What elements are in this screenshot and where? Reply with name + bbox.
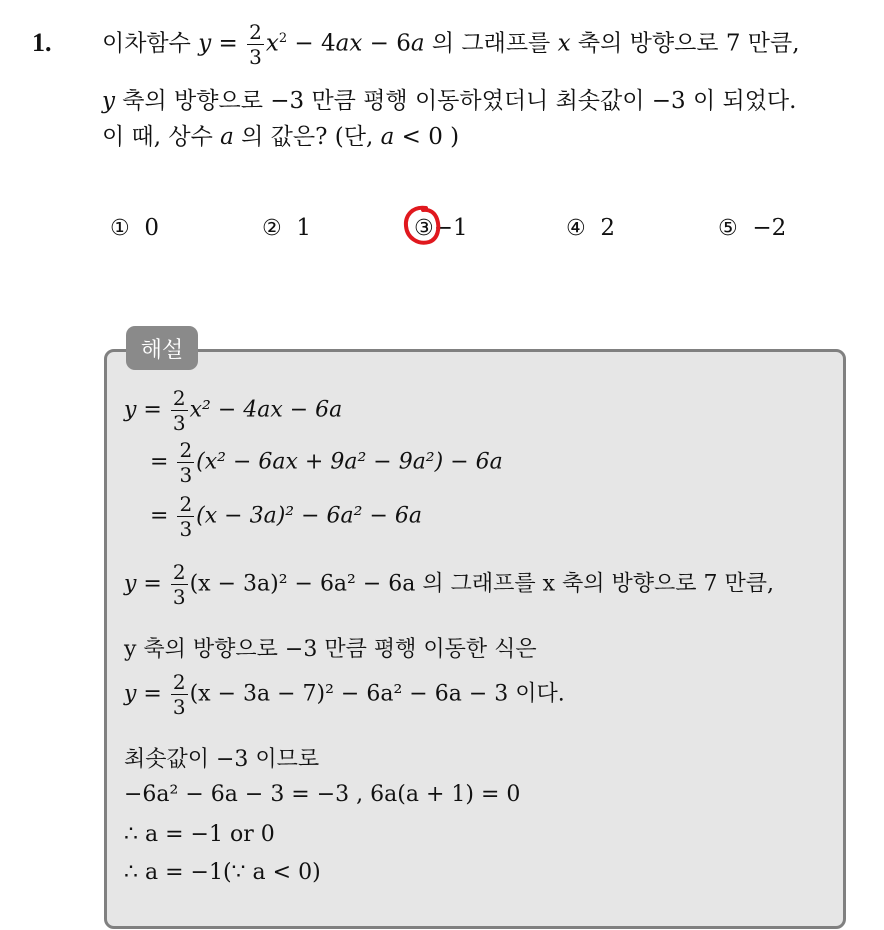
choice-value: 2 bbox=[600, 215, 615, 241]
choice-mark: ③ bbox=[414, 216, 434, 241]
var-x: x bbox=[265, 30, 279, 57]
solution-line-3: = $\frac{2}{3}$ (x − 3a)² − 6a² − 6a bbox=[150, 492, 422, 541]
choice-mark: ④ bbox=[566, 216, 586, 241]
question-line-1 bbox=[102, 22, 800, 67]
solution-line-6: y = $\frac{2}{3}$ (x − 3a − 7)² − 6a² − 6a − 3 이다. bbox=[124, 670, 565, 719]
question-line-2 bbox=[102, 86, 796, 116]
choice-5[interactable] bbox=[718, 215, 786, 241]
question-text: < 0 ) bbox=[394, 124, 460, 150]
var-y: y bbox=[102, 88, 115, 114]
question-text: 축의 방향으로 −3 만큼 평행 이동하였더니 최솟값이 −3 이 되었다. bbox=[115, 88, 797, 114]
solution-line-10: ∴ a = −1(∵ a < 0) bbox=[124, 860, 321, 885]
exponent: 2 bbox=[278, 30, 288, 46]
question-line-3 bbox=[102, 122, 459, 152]
choice-1[interactable] bbox=[110, 215, 159, 241]
term: − 6 bbox=[362, 30, 411, 57]
solution-line-9: ∴ a = −1 or 0 bbox=[124, 822, 275, 847]
var-x: x bbox=[557, 30, 571, 57]
question-text: 이 때, 상수 bbox=[102, 124, 221, 150]
question-number: 1. bbox=[32, 28, 52, 57]
var-y: y bbox=[198, 30, 212, 57]
question-text: 의 그래프를 bbox=[424, 30, 558, 57]
fraction: $\frac{2}{3}$ bbox=[172, 386, 186, 435]
fraction: $\frac{2}{3}$ bbox=[172, 670, 186, 719]
question-text: 이차함수 bbox=[102, 30, 199, 57]
fraction: $\frac{2}{3}$ bbox=[172, 560, 186, 609]
fraction: $\frac{2}{3}$ bbox=[179, 438, 193, 487]
solution-line-1: y = $\frac{2}{3}$ x² − 4ax − 6a bbox=[124, 386, 343, 435]
solution-label: 해설 bbox=[126, 326, 198, 370]
fraction: $\frac{2}{3}$ bbox=[249, 20, 262, 69]
choice-value: −2 bbox=[752, 215, 787, 241]
question-text: 축의 방향으로 7 만큼, bbox=[570, 30, 800, 57]
solution-line-4: y = $\frac{2}{3}$ (x − 3a)² − 6a² − 6a 의 그래프를 x 축의 방향으로 7 만큼, bbox=[124, 560, 775, 609]
choice-mark: ② bbox=[262, 216, 282, 241]
var-a: a bbox=[380, 124, 395, 150]
choice-value: 0 bbox=[144, 215, 159, 241]
choice-2[interactable] bbox=[262, 215, 311, 241]
choice-value: −1 bbox=[433, 215, 468, 241]
term: − 4 bbox=[287, 30, 336, 57]
solution-line-8: −6a² − 6a − 3 = −3 , 6a(a + 1) = 0 bbox=[124, 782, 521, 807]
answer-circle-icon bbox=[402, 204, 442, 248]
term-a: a bbox=[410, 30, 425, 57]
term-ax: ax bbox=[335, 30, 363, 57]
choice-value: 1 bbox=[296, 215, 311, 241]
equals: = bbox=[211, 30, 246, 57]
question-text: 의 값은? (단, bbox=[233, 124, 381, 150]
var-a: a bbox=[220, 124, 234, 150]
choice-4[interactable] bbox=[566, 215, 615, 241]
solution-line-7: 최솟값이 −3 이므로 bbox=[124, 747, 320, 772]
solution-line-5: y 축의 방향으로 −3 만큼 평행 이동한 식은 bbox=[124, 637, 537, 662]
choice-mark: ⑤ bbox=[718, 216, 738, 241]
fraction: $\frac{2}{3}$ bbox=[179, 492, 193, 541]
choice-mark: ① bbox=[110, 216, 130, 241]
solution-line-2: = $\frac{2}{3}$ (x² − 6ax + 9a² − 9a²) − 6a bbox=[150, 438, 503, 487]
